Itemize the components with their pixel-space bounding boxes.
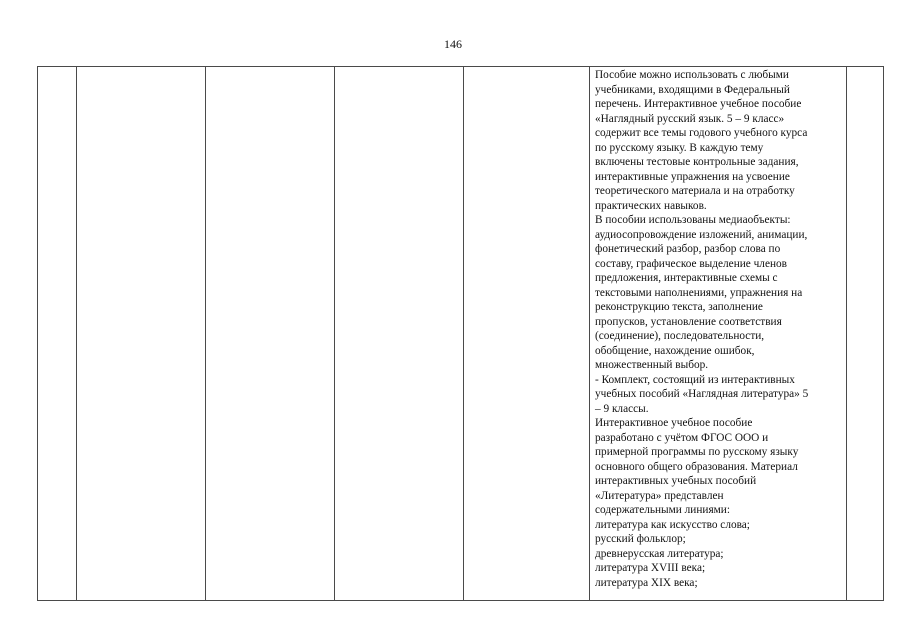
table-cell-empty — [335, 67, 464, 601]
table-cell-empty — [464, 67, 590, 601]
description-line: «Наглядный русский язык. 5 – 9 класс» — [595, 112, 785, 125]
description-line: - Комплект, состоящий из интерактивных — [595, 373, 795, 386]
description-line: литература XIX века; — [595, 576, 698, 589]
description-line: по русскому языку. В каждую тему — [595, 141, 764, 154]
document-table — [37, 66, 884, 601]
description-line: учебниками, входящими в Федеральный — [595, 83, 790, 96]
description-line: составу, графическое выделение членов — [595, 257, 787, 270]
description-line: разработано с учётом ФГОС ООО и — [595, 431, 769, 444]
description-line: литература XVIII века; — [595, 562, 706, 574]
description-line: перечень. Интерактивное учебное пособие — [595, 98, 802, 110]
description-line: теоретического материала и на отработку — [595, 185, 795, 197]
description-line: множественный выбор. — [595, 359, 709, 371]
description-line: интерактивные упражнения на усвоение — [595, 170, 790, 183]
table-row — [38, 67, 884, 601]
description-line: включены тестовые контрольные задания, — [595, 156, 799, 168]
description-line: пропусков, установление соответствия — [595, 315, 782, 328]
description-line: фонетический разбор, разбор слова по — [595, 243, 781, 255]
description-line: интерактивных учебных пособий — [595, 475, 757, 487]
description-line: содержательными линиями: — [595, 504, 730, 516]
table-cell-empty — [206, 67, 335, 601]
description-line: практических навыков. — [595, 199, 707, 212]
description-line: аудиосопровождение изложений, анимации, — [595, 228, 808, 241]
description-line: учебных пособий «Наглядная литература» 5 — [595, 388, 809, 400]
description-line: обобщение, нахождение ошибок, — [595, 344, 755, 357]
table-cell-empty — [847, 67, 884, 601]
description-line: В пособии использованы медиаобъекты: — [595, 214, 791, 226]
description-text — [590, 67, 846, 600]
description-line: русский фольклор; — [595, 533, 686, 545]
description-line: реконструкцию текста, заполнение — [595, 301, 763, 313]
description-line: предложения, интерактивные схемы с — [595, 272, 778, 284]
description-line: примерной программы по русскому языку — [595, 446, 799, 458]
description-line: литература как искусство слова; — [595, 518, 750, 531]
description-line: «Литература» представлен — [595, 489, 724, 502]
description-line: текстовыми наполнениями, упражнения на — [595, 286, 803, 299]
description-line: основного общего образования. Материал — [595, 460, 798, 473]
description-line: Пособие можно использовать с любыми — [595, 69, 789, 81]
description-line: Интерактивное учебное пособие — [595, 417, 753, 429]
description-line: содержит все темы годового учебного курса — [595, 127, 808, 139]
page-number: 146 — [444, 37, 462, 51]
table-cell-empty — [77, 67, 206, 601]
description-line: – 9 классы. — [595, 402, 649, 415]
description-line: (соединение), последовательности, — [595, 330, 765, 342]
description-line: древнерусская литература; — [595, 547, 724, 560]
table-cell-description — [590, 67, 847, 601]
table-cell-number — [38, 67, 77, 601]
